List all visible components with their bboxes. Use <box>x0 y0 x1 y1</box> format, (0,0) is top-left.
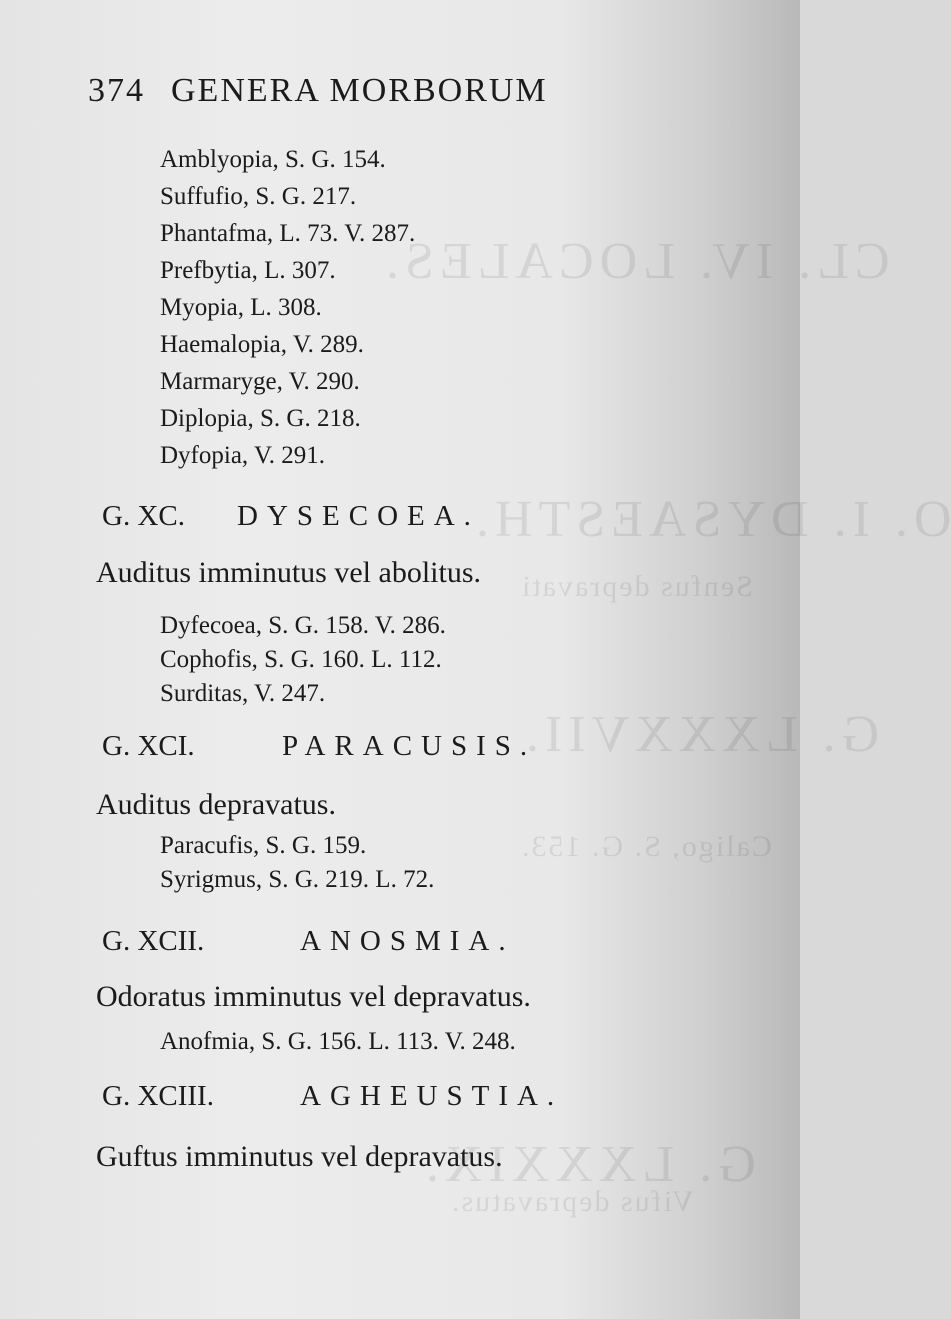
synonym-entry: Suffufio, S. G. 217. <box>160 183 357 210</box>
genus-number: G. XCIII. <box>102 1080 214 1112</box>
synonym-entry: Myopia, L. 308. <box>160 294 322 321</box>
synonym-entry: Dyfecoea, S. G. 158. V. 286. <box>160 612 446 639</box>
synonym-entry: Surditas, V. 247. <box>160 680 326 707</box>
bleed-through-text: G. LXXXVII. <box>520 706 880 763</box>
synonym-entry: Dyfopia, V. 291. <box>160 442 326 469</box>
genus-number: G. XCI. <box>102 730 195 762</box>
genus-description: Odoratus imminutus vel depravatus. <box>96 980 531 1013</box>
genus-heading <box>102 500 480 533</box>
bleed-through-text: CL. IV. LOCALES. <box>380 233 890 290</box>
genus-number: G. XCII. <box>102 925 205 957</box>
synonym-entry: Cophofis, S. G. 160. L. 112. <box>160 646 442 673</box>
synonym-entry: Diplopia, S. G. 218. <box>160 405 361 432</box>
synonym-entry: Amblyopia, S. G. 154. <box>160 146 386 173</box>
genus-name: AGHEUSTIA. <box>300 1080 564 1112</box>
page-header <box>88 72 548 110</box>
genus-description: Auditus imminutus vel abolitus. <box>96 556 482 589</box>
genus-name: PARACUSIS. <box>282 730 537 762</box>
genus-description: Guftus imminutus vel depravatus. <box>96 1140 503 1173</box>
synonym-entry: Anofmia, S. G. 156. L. 113. V. 248. <box>160 1028 516 1055</box>
synonym-entry: Paracufis, S. G. 159. <box>160 832 367 859</box>
running-title: GENERA MORBORUM <box>171 72 548 109</box>
synonym-entry: Marmaryge, V. 290. <box>160 368 360 395</box>
genus-name: DYSECOEA. <box>237 500 480 532</box>
genus-name: ANOSMIA. <box>300 925 515 957</box>
bleed-through-text: G. LXXXIX. <box>420 1136 756 1193</box>
bleed-through-text: Caligo, S. G. 153. <box>520 830 772 863</box>
genus-description: Auditus depravatus. <box>96 788 336 821</box>
genus-heading <box>102 730 537 763</box>
synonym-entry: Phantafma, L. 73. V. 287. <box>160 220 416 247</box>
genus-heading <box>102 925 515 958</box>
page-number: 374 <box>88 72 145 109</box>
synonym-entry: Syrigmus, S. G. 219. L. 72. <box>160 866 435 893</box>
synonym-entry: Haemalopia, V. 289. <box>160 331 364 358</box>
genus-number: G. XC. <box>102 500 185 532</box>
bleed-through-text: O. I. DYSAESTH. <box>470 491 951 548</box>
bleed-through-text: Senfus depravati <box>520 570 753 603</box>
genus-heading <box>102 1080 564 1113</box>
synonym-entry: Prefbytia, L. 307. <box>160 257 336 284</box>
bleed-through-text: Vifus depravatus. <box>450 1185 694 1218</box>
